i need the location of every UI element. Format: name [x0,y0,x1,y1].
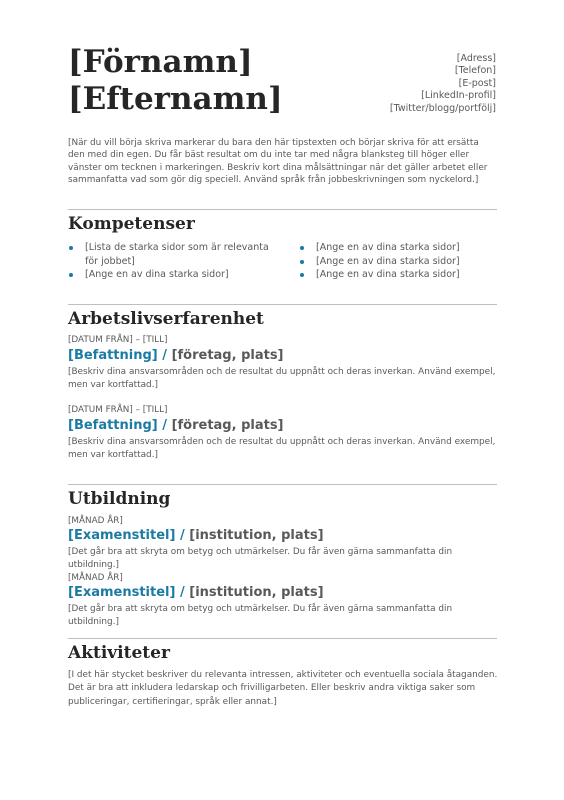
institution-location: [institution, plats] [189,528,324,543]
bullet-icon [69,246,73,250]
experience-date: [DATUM FRÅN] – [TILL] [68,335,168,345]
bullet-icon [69,273,73,277]
activities-description: [I det här stycket beskriver du relevanta intressen, aktiviteter och eventuella sociala åtaganden. Det är bra att inkludera ledarskap och frivilligarbeten. Eller beskriv andra viktiga saker som publiceringar, certifieringar, språk eller annat.] [68,670,498,707]
education-heading: Utbildning [68,489,171,509]
bullet-icon [300,246,304,250]
experience-heading: Arbetslivserfarenhet [68,309,264,329]
section-divider [68,209,497,210]
education-date: [MÅNAD ÅR] [68,516,123,526]
company-location: [företag, plats] [171,418,284,433]
skills-column-1 [68,241,278,282]
education-date: [MÅNAD ÅR] [68,573,123,583]
contact-address: [Adress] [456,53,496,64]
company-location: [företag, plats] [171,348,284,363]
skill-item: [Ange en av dina starka sidor] [299,255,499,269]
skill-item: [Ange en av dina starka sidor] [299,268,499,282]
title-separator: / [179,528,185,543]
contact-email: [E-post] [458,77,496,89]
experience-description: [Beskriv dina ansvarsområden och de resultat du uppnått och deras inverkan. Använd exempel, men var kortfattad.] [68,367,496,391]
activities-heading: Aktiviteter [68,643,170,663]
experience-title [68,418,284,434]
title-separator: / [162,348,168,363]
title-separator: / [162,418,168,433]
education-title [68,528,324,544]
section-divider [68,638,497,639]
skills-heading: Kompetenser [68,214,195,234]
job-title: [Befattning] [68,418,158,433]
first-name: [Förnamn] [68,44,253,80]
skills-column-2 [299,241,499,282]
education-description: [Det går bra att skryta om betyg och utmärkelser. Du får även gärna sammanfatta din utbildning.] [68,604,453,628]
skill-item: [Ange en av dina starka sidor] [68,268,278,282]
contact-phone: [Telefon] [454,65,496,77]
section-divider [68,304,497,305]
last-name: [Efternamn] [68,81,283,117]
title-separator: / [179,585,185,600]
institution-location: [institution, plats] [189,585,324,600]
intro-paragraph: [När du vill börja skriva markerar du bara den här tipstexten och börjar skriva för att ersätta den med din egen. Du får bäst resultat om du inte tar med några blanksteg till höger eller vänster om tecknen i markeringen. Beskriv kort dina målsättningar när det gäller arbetet eller sammanfatta vad som gör dig speciell. Använd språk från jobbeskrivningen som nyckelord.] [68,138,488,186]
skill-item: [Ange en av dina starka sidor] [299,241,499,255]
experience-date: [DATUM FRÅN] – [TILL] [68,405,168,415]
experience-description: [Beskriv dina ansvarsområden och de resultat du uppnått och deras inverkan. Använd exempel, men var kortfattad.] [68,437,496,461]
full-name [68,44,283,118]
experience-title [68,348,284,364]
contact-info [390,53,496,115]
bullet-icon [300,273,304,277]
education-title [68,585,324,601]
degree-title: [Examenstitel] [68,528,176,543]
degree-title: [Examenstitel] [68,585,176,600]
section-divider [68,484,497,485]
education-description: [Det går bra att skryta om betyg och utmärkelser. Du får även gärna sammanfatta din utbildning.] [68,547,453,571]
contact-portfolio: [Twitter/blogg/portfölj] [389,102,496,114]
bullet-icon [300,260,304,264]
contact-linkedin: [LinkedIn-profil] [421,90,496,102]
skill-item: [Lista de starka sidor som är relevanta för jobbet] [68,241,278,268]
job-title: [Befattning] [68,348,158,363]
